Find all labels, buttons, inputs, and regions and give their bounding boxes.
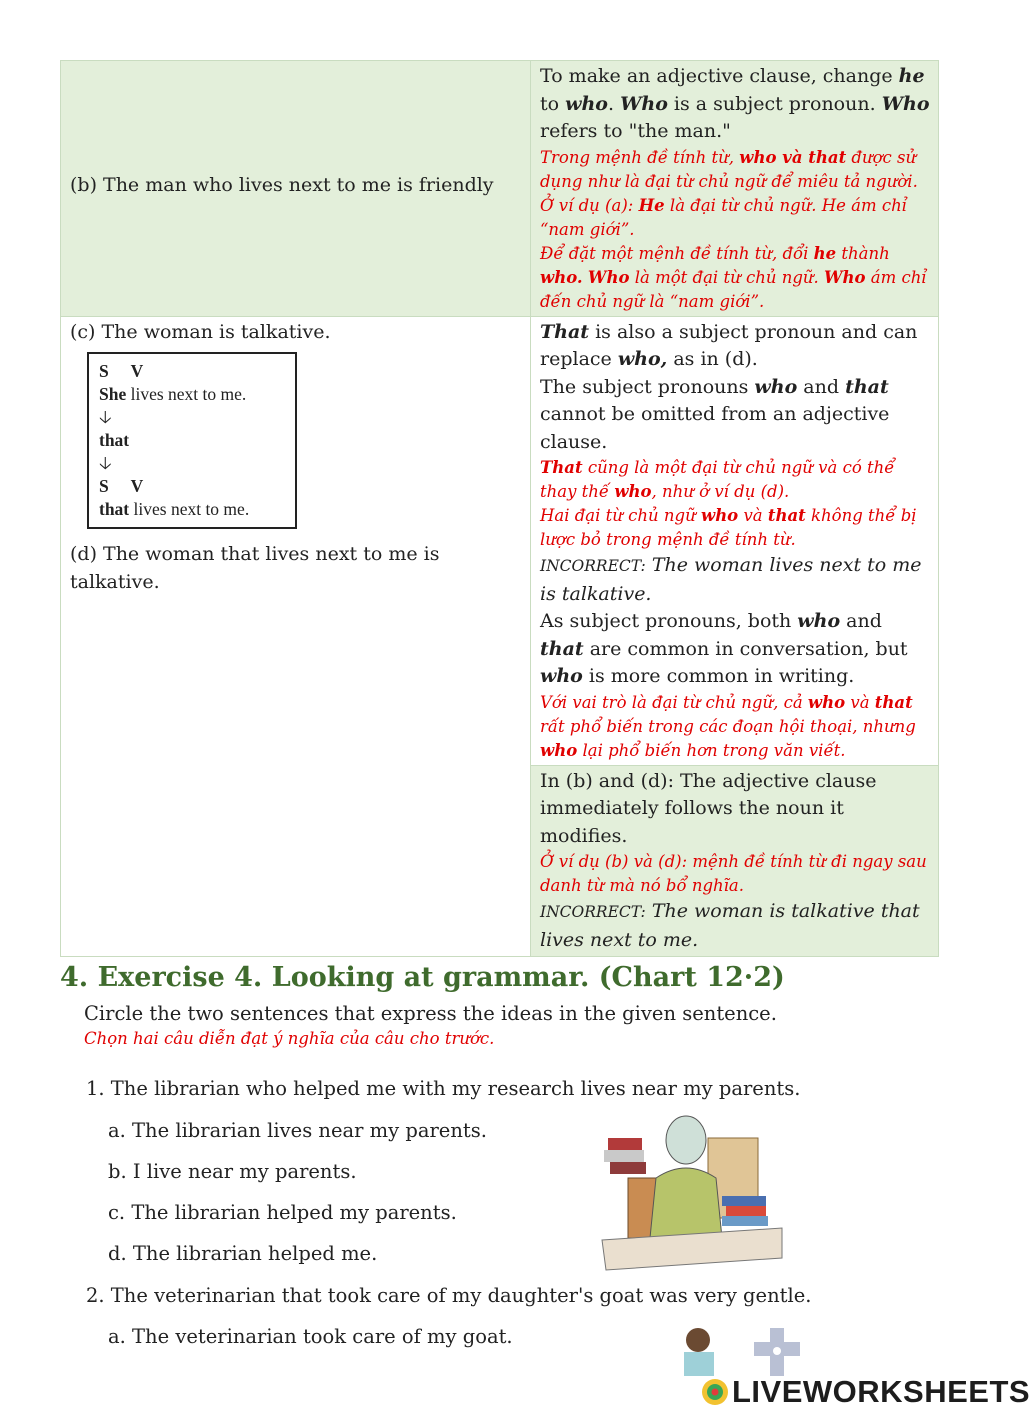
sv-line: that — [99, 430, 130, 450]
emphasis-text: That — [540, 458, 583, 477]
text-run: cannot be omitted from an adjective clause. — [540, 403, 890, 453]
incorrect-example: INCORRECT: The woman is talkative that lives next to me. — [540, 900, 920, 951]
emphasis-text: that — [845, 375, 889, 398]
vietnamese-note — [540, 504, 930, 552]
librarian-illustration — [598, 1108, 786, 1272]
emphasis-text: He — [638, 195, 665, 215]
question-2: 2. The veterinarian that took care of my daughter's goat was very gentle. — [86, 1284, 812, 1307]
q1-option-d[interactable]: d. The librarian helped me. — [108, 1242, 378, 1265]
text-run: Ở ví dụ (a): — [540, 195, 639, 215]
emphasis-text: who. — [540, 267, 583, 287]
explanation-cell-1 — [531, 61, 939, 317]
explanation-text — [540, 63, 930, 146]
exercise-instruction-vn: Chọn hai câu diễn đạt ý nghĩa của câu cho trước. — [84, 1029, 495, 1048]
sv-header: S V — [99, 476, 144, 496]
text-run: as in (d). — [667, 348, 758, 370]
liveworksheets-logo-icon — [700, 1377, 730, 1407]
text-run: thành — [836, 243, 890, 263]
example-c: (c) The woman is talkative. — [70, 320, 331, 343]
text-run: và — [738, 506, 768, 525]
emphasis-text: that — [540, 637, 584, 660]
text-run: and — [840, 610, 882, 632]
text-run: , như ở ví dụ (d). — [651, 482, 790, 501]
text-run: Hai đại từ chủ ngữ — [540, 506, 701, 525]
question-1: 1. The librarian who helped me with my research lives near my parents. — [86, 1077, 801, 1100]
emphasis-text: Who — [620, 92, 668, 115]
explanation-cell-2 — [531, 316, 939, 765]
emphasis-text: who — [700, 506, 739, 525]
example-d: (d) The woman that lives next to me is talkative. — [70, 543, 440, 593]
text-run: Với vai trò là đại từ chủ ngữ, cả — [540, 692, 808, 712]
emphasis-text: who, — [617, 348, 668, 370]
text-run: lại phổ biến hơn trong văn viết. — [577, 740, 846, 760]
text-run: is more common in writing. — [582, 665, 855, 687]
text-run: refers to "the man." — [540, 120, 731, 142]
exercise-instruction: Circle the two sentences that express the ideas in the given sentence. — [84, 1002, 777, 1025]
emphasis-text: Who — [824, 267, 866, 287]
text-run: is a subject pronoun. — [667, 92, 882, 115]
text-run: Để đặt một mệnh đề tính từ, đổi — [540, 243, 814, 263]
explanation-text — [540, 608, 930, 691]
text-run: không thể bị lược bỏ trong mệnh đề tính từ. — [540, 506, 917, 549]
q2-option-a[interactable]: a. The veterinarian took care of my goat. — [108, 1325, 513, 1348]
explanation-cell-3 — [531, 765, 939, 957]
emphasis-text: he — [898, 65, 925, 87]
vietnamese-note — [540, 194, 930, 242]
emphasis-text: Who — [587, 267, 630, 287]
explanation-text — [540, 319, 930, 374]
emphasis-text: who — [614, 482, 652, 501]
veterinarian-illustration — [654, 1326, 814, 1376]
emphasis-text: Who — [881, 92, 930, 115]
text-run: and — [797, 375, 846, 398]
sv-line: She lives next to me. — [99, 384, 247, 404]
grammar-chart-table — [60, 60, 939, 957]
vietnamese-note — [540, 146, 930, 194]
text-run: As subject pronouns, both — [540, 610, 798, 632]
book-icon — [726, 1206, 766, 1216]
emphasis-text: who và that — [739, 147, 847, 167]
watermark: LIVEWORKSHEETS — [700, 1374, 1030, 1410]
subject-verb-diagram — [87, 352, 297, 529]
text-run: là một đại từ chủ ngữ. — [629, 267, 824, 287]
emphasis-text: he — [813, 243, 837, 263]
text-run: to — [540, 92, 566, 115]
text-run: is also a subject pronoun and can replace — [540, 320, 918, 370]
example-cell-cd — [61, 316, 531, 957]
sv-line: that lives next to me. — [99, 499, 250, 519]
book-icon — [722, 1196, 766, 1206]
body-icon — [684, 1352, 714, 1376]
head-icon — [686, 1328, 710, 1352]
table-row — [61, 61, 939, 317]
vietnamese-note — [540, 456, 930, 504]
table-row — [61, 316, 939, 765]
example-b: (b) The man who lives next to me is friendly — [70, 173, 494, 196]
emphasis-text: That — [540, 320, 590, 343]
arrow-down-icon: 🡣 — [99, 407, 112, 427]
sv-header: S V — [99, 361, 144, 381]
text-run: ám chỉ đến chủ ngữ là “nam giới”. — [540, 267, 927, 311]
book-icon — [610, 1162, 646, 1174]
text-run: cũng là một đại từ chủ ngữ và có thể thay thế — [540, 458, 895, 501]
explanation-text — [540, 374, 930, 457]
book-icon — [608, 1138, 642, 1150]
emphasis-text: who — [540, 665, 583, 687]
head-icon — [666, 1116, 706, 1164]
emphasis-text: that — [767, 506, 806, 525]
incorrect-example: INCORRECT: The woman lives next to me is talkative. — [540, 554, 922, 605]
vietnamese-note — [540, 242, 930, 314]
emphasis-text: who — [540, 740, 578, 760]
text-run: là đại từ chủ ngữ. He ám chỉ “nam giới”. — [540, 195, 908, 239]
arrow-down-icon: 🡣 — [99, 453, 112, 473]
text-run: Trong mệnh đề tính từ, — [540, 147, 740, 167]
text-run: và — [845, 692, 875, 712]
emphasis-text: that — [874, 692, 913, 712]
explanation-text: In (b) and (d): The adjective clause immediately follows the noun it modifies. — [540, 769, 877, 847]
text-run: To make an adjective clause, change — [540, 65, 899, 87]
emphasis-text: who — [797, 610, 841, 632]
text-run: được sử dụng như là đại từ chủ ngữ để miêu tả người. — [540, 147, 918, 191]
text-run: are common in conversation, but — [583, 637, 908, 660]
text-run: . — [607, 92, 621, 115]
emphasis-text: who — [754, 375, 798, 398]
exercise-title: 4. Exercise 4. Looking at grammar. (Chart 12·2) — [60, 962, 785, 993]
vietnamese-note: Ở ví dụ (b) và (d): mệnh đề tính từ đi ngay sau danh từ mà nó bổ nghĩa. — [540, 852, 927, 895]
q1-option-c[interactable]: c. The librarian helped my parents. — [108, 1201, 457, 1224]
text-run: The subject pronouns — [540, 375, 755, 398]
vietnamese-note — [540, 691, 930, 763]
book-icon — [722, 1216, 768, 1226]
emphasis-text: who — [565, 92, 608, 115]
emphasis-text: who — [807, 692, 846, 712]
paw-icon — [773, 1347, 781, 1355]
example-cell-b — [61, 61, 531, 317]
q1-option-b[interactable]: b. I live near my parents. — [108, 1160, 357, 1183]
text-run: rất phổ biến trong các đoạn hội thoại, nhưng — [540, 716, 916, 736]
body-icon — [650, 1168, 722, 1238]
book-icon — [604, 1150, 644, 1162]
q1-option-a[interactable]: a. The librarian lives near my parents. — [108, 1119, 487, 1142]
